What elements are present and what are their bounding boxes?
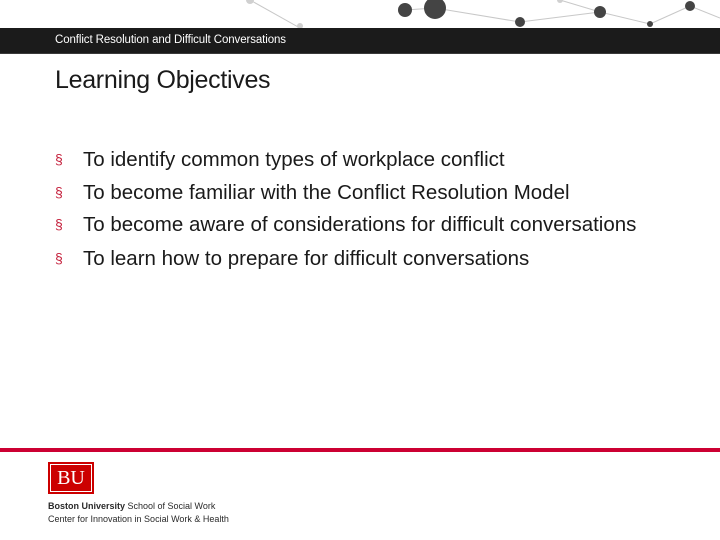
slide-title: Learning Objectives xyxy=(55,66,271,94)
bullet-text: To identify common types of workplace conflict xyxy=(83,148,505,171)
bullet-marker: § xyxy=(55,151,63,167)
list-item xyxy=(55,242,695,275)
bullet-marker: § xyxy=(55,250,63,266)
logo-text: BU xyxy=(50,464,92,492)
org-line-2: Center for Innovation in Social Work & Health xyxy=(48,514,229,524)
network-decoration xyxy=(0,0,720,28)
list-item xyxy=(55,176,695,209)
org-line-1 xyxy=(48,501,215,511)
bullet-marker: § xyxy=(55,216,63,232)
bullet-text: To learn how to prepare for difficult conversations xyxy=(83,247,530,270)
objectives-list xyxy=(55,143,695,275)
school-name: School of Social Work xyxy=(125,501,216,511)
list-item xyxy=(55,143,695,176)
header-bar xyxy=(0,28,720,54)
course-title: Conflict Resolution and Difficult Conversations xyxy=(55,34,286,46)
bullet-text: To become familiar with the Conflict Resolution Model xyxy=(83,181,570,204)
list-item xyxy=(55,209,695,242)
bullet-marker: § xyxy=(55,184,63,200)
footer-divider xyxy=(0,448,720,452)
university-name: Boston University xyxy=(48,501,126,511)
bullet-text: To become aware of considerations for difficult conversations xyxy=(83,213,637,236)
bu-logo xyxy=(48,462,94,494)
